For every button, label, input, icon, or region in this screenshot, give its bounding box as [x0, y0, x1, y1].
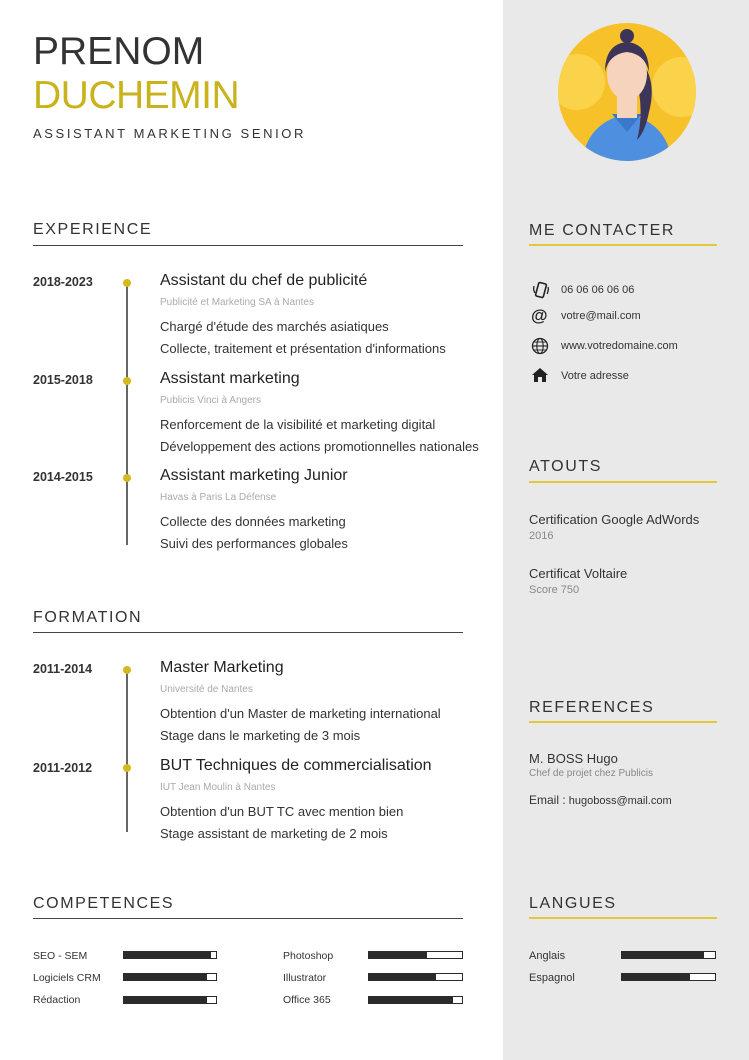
- atouts-divider: [529, 481, 717, 483]
- experience-years: 2014-2015: [33, 470, 93, 484]
- formation-years: 2011-2012: [33, 761, 93, 775]
- experience-role: Assistant marketing: [160, 370, 300, 387]
- langues-title: LANGUES: [529, 895, 617, 912]
- formation-degree: BUT Techniques de commercialisation: [160, 757, 432, 774]
- last-name: DUCHEMIN: [33, 74, 240, 117]
- skill-label: SEO - SEM: [33, 950, 88, 962]
- formation-line: Obtention d'un BUT TC avec mention bien: [160, 804, 404, 819]
- reference-name: M. BOSS Hugo: [529, 751, 618, 766]
- formation-timeline: [126, 668, 128, 832]
- formation-years: 2011-2014: [33, 662, 93, 676]
- contact-email[interactable]: votre@mail.com: [561, 310, 641, 322]
- experience-line: Développement des actions promotionnelles nationales: [160, 439, 479, 454]
- globe-icon: [531, 337, 549, 355]
- experience-org: Publicis Vinci à Angers: [160, 395, 261, 406]
- contact-divider: [529, 244, 717, 246]
- contact-address: Votre adresse: [561, 370, 629, 382]
- references-title: REFERENCES: [529, 699, 655, 716]
- timeline-dot: [123, 279, 131, 287]
- skill-label: Rédaction: [33, 994, 81, 1006]
- competences-title: COMPETENCES: [33, 895, 175, 912]
- contact-title: ME CONTACTER: [529, 222, 676, 239]
- experience-line: Collecte, traitement et présentation d'informations: [160, 341, 446, 356]
- references-divider: [529, 721, 717, 723]
- formation-line: Obtention d'un Master de marketing international: [160, 706, 441, 721]
- experience-timeline: [126, 282, 128, 545]
- skill-label: Illustrator: [283, 972, 327, 984]
- contact-website[interactable]: www.votredomaine.com: [561, 340, 678, 352]
- skill-bar: [123, 996, 217, 1004]
- skill-label: Logiciels CRM: [33, 972, 101, 984]
- experience-org: Publicité et Marketing SA à Nantes: [160, 297, 314, 308]
- skill-label: Office 365: [283, 994, 331, 1006]
- skill-bar: [123, 973, 217, 981]
- skill-bar: [368, 973, 463, 981]
- reference-email-label: Email :: [529, 793, 566, 807]
- skill-label: Photoshop: [283, 950, 334, 962]
- experience-role: Assistant du chef de publicité: [160, 272, 368, 289]
- skill-bar: [123, 951, 217, 959]
- contact-phone[interactable]: 06 06 06 06 06: [561, 284, 635, 296]
- first-name: PRENOM: [33, 30, 205, 73]
- formation-school: Université de Nantes: [160, 684, 253, 695]
- timeline-dot: [123, 764, 131, 772]
- job-title: ASSISTANT MARKETING SENIOR: [33, 126, 306, 141]
- atout-sub: 2016: [529, 530, 554, 542]
- language-bar: [621, 973, 716, 981]
- atout-title: Certificat Voltaire: [529, 566, 628, 581]
- language-label: Espagnol: [529, 972, 575, 984]
- atout-title: Certification Google AdWords: [529, 512, 700, 527]
- language-bar: [621, 951, 716, 959]
- timeline-dot: [123, 377, 131, 385]
- reference-email-row: [529, 793, 672, 807]
- avatar: [557, 22, 697, 162]
- phone-icon: [532, 281, 550, 299]
- language-label: Anglais: [529, 950, 566, 962]
- at-icon: @: [531, 306, 548, 325]
- skill-bar: [368, 996, 463, 1004]
- experience-divider: [33, 245, 463, 246]
- atouts-title: ATOUTS: [529, 458, 603, 475]
- experience-line: Suivi des performances globales: [160, 536, 348, 551]
- formation-school: IUT Jean Moulin à Nantes: [160, 782, 276, 793]
- experience-org: Havas à Paris La Défense: [160, 492, 277, 503]
- competences-divider: [33, 918, 463, 919]
- experience-line: Collecte des données marketing: [160, 514, 346, 529]
- experience-role: Assistant marketing Junior: [160, 467, 348, 484]
- experience-years: 2015-2018: [33, 373, 93, 387]
- experience-line: Renforcement de la visibilité et marketing digital: [160, 417, 436, 432]
- experience-years: 2018-2023: [33, 275, 93, 289]
- atout-sub: Score 750: [529, 584, 580, 596]
- reference-role: Chef de projet chez Publicis: [529, 768, 653, 779]
- home-icon: [531, 366, 549, 384]
- formation-degree: Master Marketing: [160, 659, 284, 676]
- formation-line: Stage assistant de marketing de 2 mois: [160, 826, 388, 841]
- langues-divider: [529, 917, 717, 919]
- timeline-dot: [123, 474, 131, 482]
- experience-title: EXPERIENCE: [33, 221, 153, 238]
- experience-line: Chargé d'étude des marchés asiatiques: [160, 319, 389, 334]
- timeline-dot: [123, 666, 131, 674]
- formation-title: FORMATION: [33, 609, 143, 626]
- formation-divider: [33, 632, 463, 633]
- skill-bar: [368, 951, 463, 959]
- formation-line: Stage dans le marketing de 3 mois: [160, 728, 361, 743]
- reference-email[interactable]: hugoboss@mail.com: [568, 795, 672, 807]
